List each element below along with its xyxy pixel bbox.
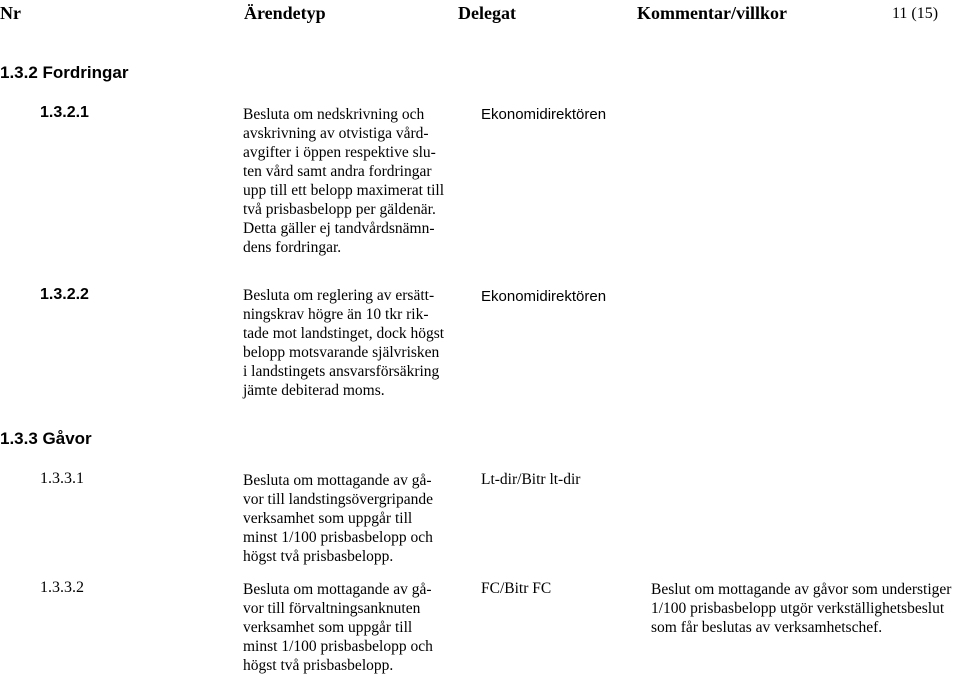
description-line: Besluta om mottagande av gå- <box>243 472 432 489</box>
header-delegat: Delegat <box>458 3 516 23</box>
description-line: Besluta om reglering av ersätt- <box>243 287 435 304</box>
description-line: belopp motsvarande självrisken <box>243 344 440 361</box>
description-line: avskrivning av otvistiga vård- <box>243 125 429 142</box>
description-line: ten vård samt andra fordringar <box>243 163 432 180</box>
description-line: ningskrav högre än 10 tkr rik- <box>243 306 429 323</box>
item-description <box>243 580 473 675</box>
description-line: jämte debiterad moms. <box>243 382 385 399</box>
header-arendetyp: Ärendetyp <box>244 3 326 23</box>
description-line: verksamhet som uppgår till <box>243 619 413 636</box>
item-description <box>243 286 473 400</box>
item-number: 1.3.2.1 <box>40 104 89 121</box>
description-line: verksamhet som uppgår till <box>243 510 413 527</box>
description-line: avgifter i öppen respektive slu- <box>243 144 436 161</box>
item-description <box>243 105 473 257</box>
header-nr: Nr <box>0 3 21 23</box>
section-title-fordringar: 1.3.2 Fordringar <box>0 63 129 82</box>
header-kommentar: Kommentar/villkor <box>637 3 787 23</box>
item-comment <box>651 580 960 637</box>
description-line: två prisbasbelopp per gäldenär. <box>243 201 436 218</box>
description-line: minst 1/100 prisbasbelopp och <box>243 638 433 655</box>
comment-line: 1/100 prisbasbelopp utgör verkställighetsbeslut <box>651 600 945 617</box>
item-delegat: FC/Bitr FC <box>481 580 552 597</box>
description-line: Besluta om nedskrivning och <box>243 106 425 123</box>
item-delegat: Ekonomidirektören <box>481 106 607 123</box>
item-description <box>243 471 473 566</box>
section-title-gavor: 1.3.3 Gåvor <box>0 429 92 448</box>
description-line: Detta gäller ej tandvårdsnämn- <box>243 220 435 237</box>
description-line: vor till förvaltningsanknuten <box>243 600 421 617</box>
item-number: 1.3.2.2 <box>40 286 89 303</box>
description-line: högst två prisbasbelopp. <box>243 548 394 565</box>
item-delegat: Ekonomidirektören <box>481 288 607 305</box>
description-line: dens fordringar. <box>243 239 342 256</box>
comment-line: som får beslutas av verksamhetschef. <box>651 619 883 636</box>
description-line: högst två prisbasbelopp. <box>243 657 394 674</box>
description-line: tade mot landstinget, dock högst <box>243 325 445 342</box>
item-number: 1.3.3.2 <box>40 579 84 596</box>
description-line: vor till landstingsövergripande <box>243 491 433 508</box>
comment-line: Beslut om mottagande av gåvor som understiger <box>651 581 952 598</box>
description-line: Besluta om mottagande av gå- <box>243 581 432 598</box>
item-delegat: Lt-dir/Bitr lt-dir <box>481 471 581 488</box>
description-line: i landstingets ansvarsförsäkring <box>243 363 440 380</box>
item-number: 1.3.3.1 <box>40 470 84 487</box>
page-number: 11 (15) <box>892 5 939 22</box>
description-line: upp till ett belopp maximerat till <box>243 182 445 199</box>
description-line: minst 1/100 prisbasbelopp och <box>243 529 433 546</box>
